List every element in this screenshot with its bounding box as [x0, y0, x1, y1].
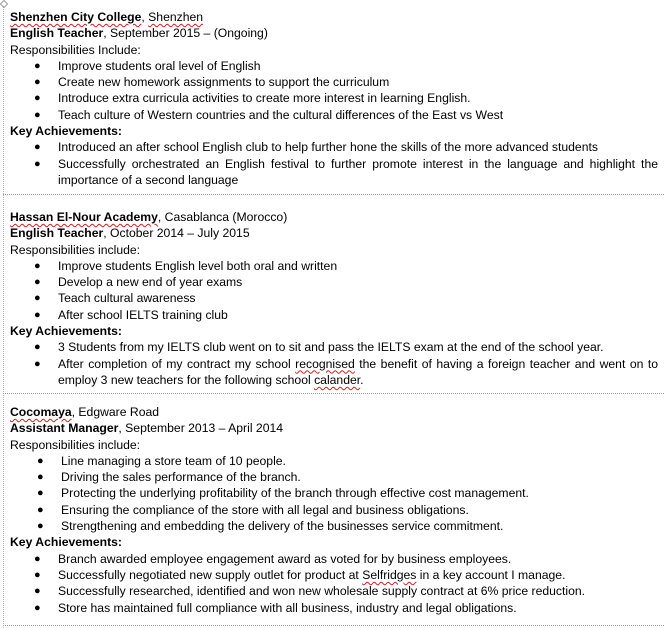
- bullet-icon: ●: [34, 292, 41, 305]
- list-item: ● Ensuring the compliance of the store with all legal and business obligations.: [37, 502, 469, 517]
- responsibilities-heading: Responsibilities include:: [10, 437, 141, 452]
- bullet-icon: ●: [34, 357, 41, 370]
- bullet-icon: ●: [34, 76, 41, 89]
- job-dates: September 2015 – (Ongoing): [110, 26, 268, 41]
- list-item: ● Teach culture of Western countries and the cultural differences of the East vs West: [34, 107, 504, 122]
- bullet-icon: ●: [37, 471, 44, 484]
- bullet-icon: ●: [37, 520, 44, 533]
- achievements-list: [10, 139, 660, 188]
- job-section-1: [10, 9, 660, 188]
- job-title: Assistant Manager: [10, 421, 119, 436]
- list-item: ● Develop a new end of year exams: [34, 275, 243, 290]
- list-item: ● Improve students oral level of English: [34, 58, 261, 73]
- bullet-icon: ●: [34, 92, 41, 105]
- list-item: ● Protecting the underlying profitability of the branch through effective cost management.: [37, 486, 529, 501]
- bullet-icon: ●: [34, 341, 41, 354]
- section-divider: [3, 625, 664, 626]
- bullet-icon: ●: [37, 487, 44, 500]
- responsibilities-list: [10, 58, 660, 123]
- job-title-line: Assistant Manager, September 2013 – April 2014: [10, 421, 284, 436]
- bullet-icon: ●: [34, 601, 41, 614]
- list-item: ● Improve students English level both oral and written: [34, 258, 338, 273]
- list-item: ● Branch awarded employee engagement award as voted for by business employees.: [34, 551, 512, 566]
- list-item: ● After completion of my contract my school recognised the benefit of having a foreign teacher and went on to employ 3 new teachers for the following school calander.: [34, 356, 658, 387]
- bullet-icon: ●: [34, 157, 41, 170]
- list-item: ● Introduce extra curricula activities to create more interest in learning English.: [34, 91, 471, 106]
- list-item: ● Strengthening and embedding the delivery of the businesses service commitment.: [37, 519, 504, 534]
- job-title: English Teacher: [10, 26, 104, 41]
- bullet-icon: ●: [34, 141, 41, 154]
- employer-name: Hassan El-Nour Academy: [10, 210, 158, 224]
- list-item: ● After school IELTS training club: [34, 307, 228, 322]
- achievements-list: [10, 339, 660, 388]
- list-item: ● Create new homework assignments to support the curriculum: [34, 75, 390, 90]
- responsibilities-list: [10, 453, 660, 534]
- list-item: ● Introduced an after school English club to help further hone the skills of the more advanced students: [34, 140, 598, 155]
- employer-line: Shenzhen City College, Shenzhen: [10, 10, 204, 24]
- job-section-2: [10, 209, 660, 388]
- bullet-icon: ●: [34, 568, 41, 581]
- list-item: ● Teach cultural awareness: [34, 291, 196, 306]
- employer-name: Cocomaya: [10, 405, 72, 419]
- job-title: English Teacher: [10, 226, 104, 241]
- job-title-line: English Teacher, October 2014 – July 2015: [10, 226, 250, 241]
- bullet-icon: ●: [34, 59, 41, 72]
- bullet-icon: ●: [34, 259, 41, 272]
- job-dates: September 2013 – April 2014: [125, 421, 284, 436]
- list-item: ● Successfully researched, identified and won new wholesale supply contract at 6% price reduction.: [34, 584, 586, 599]
- employer-location: Shenzhen: [148, 10, 204, 24]
- list-item: ● 3 Students from my IELTS club went on to sit and pass the IELTS exam at the end of the school year.: [34, 340, 604, 355]
- job-dates: October 2014 – July 2015: [110, 226, 250, 241]
- employer-line: Cocomaya, Edgware Road: [10, 405, 160, 419]
- job-section-3: [10, 404, 660, 616]
- list-item: ● Driving the sales performance of the branch.: [37, 470, 301, 485]
- list-item: ● Successfully orchestrated an English festival to further promote interest in the language and highlight the importance of a second language: [34, 156, 658, 187]
- section-divider: [3, 393, 664, 394]
- bullet-icon: ●: [37, 503, 44, 516]
- achievements-heading: Key Achievements:: [10, 124, 122, 139]
- responsibilities-list: [10, 258, 660, 323]
- bullet-icon: ●: [34, 308, 41, 321]
- employer-line: Hassan El-Nour Academy, Casablanca (Morocco): [10, 210, 288, 224]
- bullet-icon: ●: [34, 585, 41, 598]
- employer-name: Shenzhen City College: [10, 10, 142, 24]
- responsibilities-heading: Responsibilities include:: [10, 242, 141, 257]
- employer-location: Edgware Road: [78, 405, 160, 419]
- list-item: ● Successfully negotiated new supply outlet for product at Selfridges in a key account I manage.: [34, 567, 566, 582]
- list-item: ● Line managing a store team of 10 people.: [37, 453, 286, 468]
- list-item: ● Store has maintained full compliance with all business, industry and legal obligations.: [34, 600, 517, 615]
- bullet-icon: ●: [34, 108, 41, 121]
- bullet-icon: ●: [34, 552, 41, 565]
- achievements-heading: Key Achievements:: [10, 535, 122, 550]
- achievements-heading: Key Achievements:: [10, 324, 122, 339]
- employer-location: Casablanca (Morocco): [164, 210, 288, 224]
- bullet-icon: ●: [37, 454, 44, 467]
- table-move-handle-icon[interactable]: [0, 0, 8, 8]
- job-title-line: English Teacher, September 2015 – (Ongoing): [10, 26, 268, 41]
- bullet-icon: ●: [34, 276, 41, 289]
- responsibilities-heading: Responsibilities Include:: [10, 42, 141, 57]
- achievements-list: [7, 551, 660, 616]
- left-margin-rule: [3, 6, 4, 628]
- section-divider: [3, 194, 664, 195]
